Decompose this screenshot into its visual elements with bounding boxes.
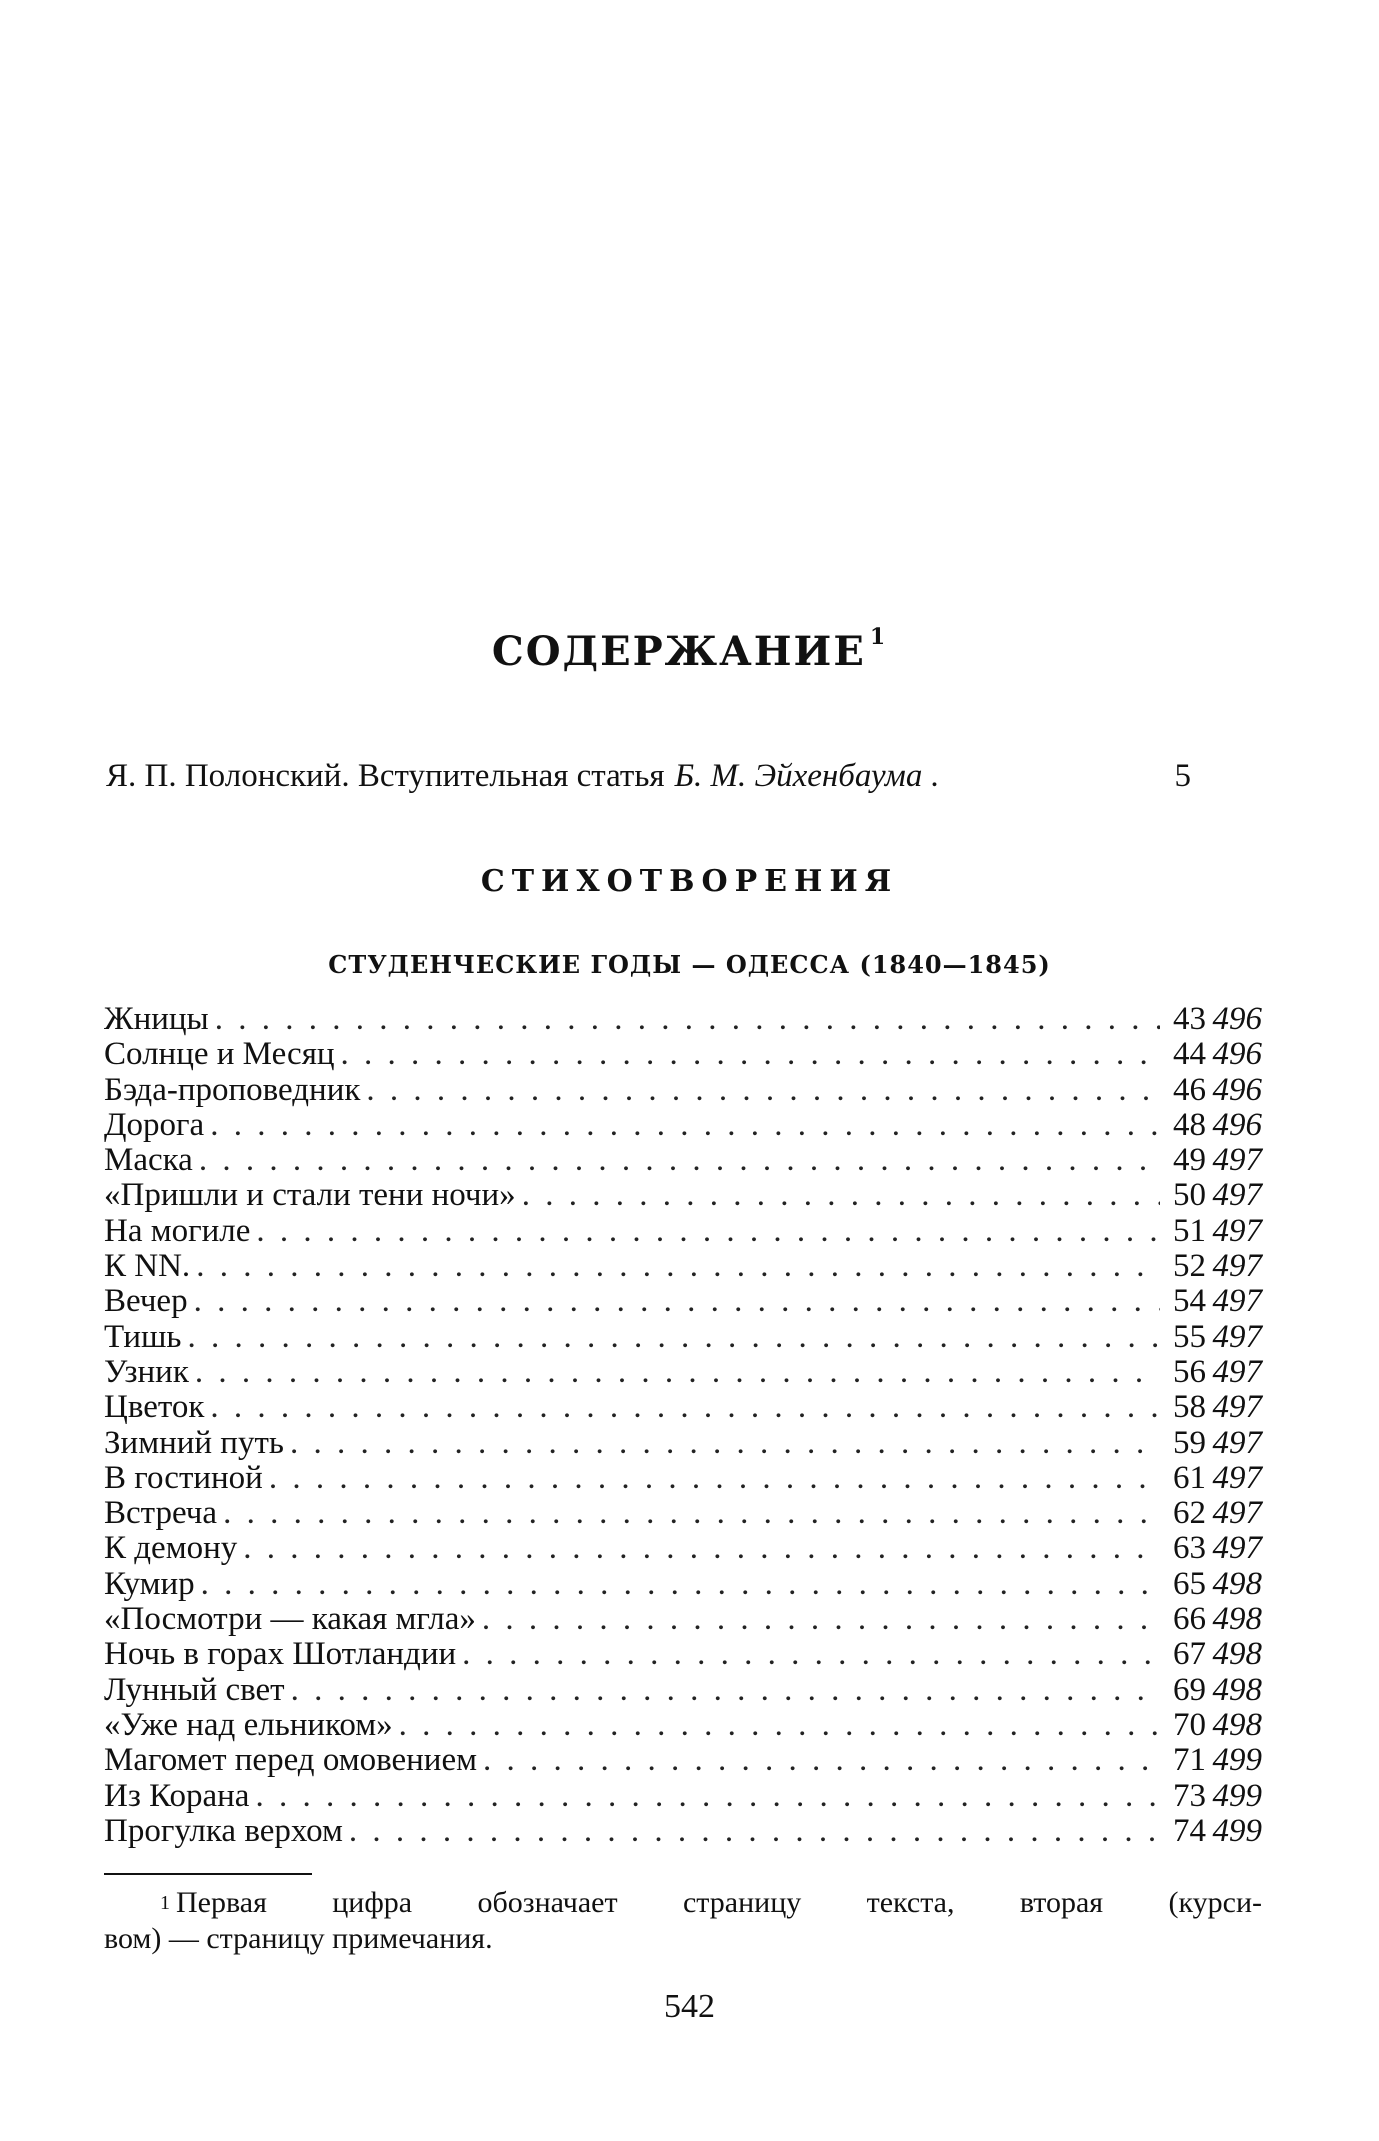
toc-entry-note-page: 499 (1212, 1777, 1262, 1814)
table-of-contents (104, 1002, 1262, 1849)
toc-entry-note-page: 497 (1212, 1389, 1262, 1426)
toc-entry-note-page: 497 (1212, 1248, 1262, 1285)
toc-entry-page: 52 (1173, 1248, 1206, 1285)
toc-entry[interactable] (104, 1779, 1262, 1814)
subsection-heading: СТУДЕНЧЕСКИЕ ГОДЫ — ОДЕССА (1840—1845) (328, 950, 1051, 979)
toc-entry[interactable] (104, 1602, 1262, 1637)
toc-entry-page: 67 (1173, 1636, 1206, 1673)
toc-entry-title: На могиле (104, 1212, 251, 1249)
toc-entry-title: К демону (104, 1530, 238, 1567)
toc-entry[interactable] (104, 1320, 1262, 1355)
toc-dot-leader (243, 1531, 1160, 1566)
toc-entry-title: Лунный свет (104, 1671, 285, 1708)
toc-entry-page: 48 (1173, 1106, 1206, 1143)
toc-entry-note-page: 497 (1212, 1459, 1262, 1496)
toc-entry-page: 70 (1173, 1706, 1206, 1743)
toc-entry[interactable] (104, 1108, 1262, 1143)
toc-entry-title: Дорога (104, 1106, 205, 1143)
footnote-text-1: Первая цифра обозначает страницу текста, вторая (курси- (176, 1886, 1262, 1919)
intro-entry-author: Б. М. Эйхенбаума (674, 758, 923, 794)
toc-entry-page: 54 (1173, 1283, 1206, 1320)
toc-entry[interactable] (104, 1531, 1262, 1566)
toc-entry-page: 62 (1173, 1495, 1206, 1532)
toc-entry[interactable] (104, 1814, 1262, 1849)
toc-entry-title: Солнце и Месяц (104, 1036, 335, 1073)
toc-dot-leader (195, 1355, 1160, 1390)
toc-entry-page: 66 (1173, 1601, 1206, 1638)
toc-dot-leader (201, 1567, 1160, 1602)
toc-entry[interactable] (104, 1461, 1262, 1496)
toc-entry-note-page: 497 (1212, 1283, 1262, 1320)
page-title (0, 624, 1379, 675)
toc-entry[interactable] (104, 1637, 1262, 1672)
toc-dot-leader (462, 1637, 1160, 1672)
intro-entry-page: 5 (1174, 758, 1191, 794)
toc-dot-leader (482, 1602, 1160, 1637)
toc-entry-page: 49 (1173, 1142, 1206, 1179)
toc-entry-page: 63 (1173, 1530, 1206, 1567)
toc-dot-leader (522, 1178, 1160, 1213)
toc-entry-page: 74 (1173, 1812, 1206, 1849)
toc-entry-page: 46 (1173, 1071, 1206, 1108)
toc-entry-note-page: 497 (1212, 1424, 1262, 1461)
toc-dot-leader (210, 1108, 1160, 1143)
page-title-text: СОДЕРЖАНИЕ (491, 628, 866, 675)
toc-entry[interactable] (104, 1355, 1262, 1390)
toc-entry-page: 71 (1173, 1742, 1206, 1779)
toc-entry[interactable] (104, 1284, 1262, 1319)
toc-entry-title: Из Корана (104, 1777, 250, 1814)
toc-entry-title: Магомет перед омовением (104, 1742, 477, 1779)
toc-entry[interactable] (104, 1002, 1262, 1037)
toc-dot-leader (291, 1673, 1160, 1708)
toc-dot-leader (196, 1249, 1160, 1284)
toc-entry[interactable] (104, 1496, 1262, 1531)
toc-dot-leader (269, 1461, 1160, 1496)
toc-entry-title: К NN. (104, 1248, 191, 1285)
toc-entry[interactable] (104, 1426, 1262, 1461)
toc-entry-note-page: 496 (1212, 1071, 1262, 1108)
toc-entry-note-page: 497 (1212, 1212, 1262, 1249)
toc-entry-page: 69 (1173, 1671, 1206, 1708)
toc-entry-note-page: 498 (1212, 1565, 1262, 1602)
toc-dot-leader (366, 1073, 1160, 1108)
toc-dot-leader (210, 1390, 1160, 1425)
toc-dot-leader (194, 1284, 1160, 1319)
toc-entry-title: Встреча (104, 1495, 218, 1532)
toc-entry-note-page: 497 (1212, 1318, 1262, 1355)
toc-entry-title: Вечер (104, 1283, 188, 1320)
toc-entry-note-page: 496 (1212, 1001, 1262, 1037)
toc-dot-leader (256, 1214, 1160, 1249)
toc-entry[interactable] (104, 1390, 1262, 1425)
intro-entry-leader: . (930, 758, 939, 794)
footnote (104, 1885, 1262, 1957)
toc-entry-title: Кумир (104, 1565, 195, 1602)
footnote-line-1 (104, 1885, 1262, 1921)
toc-entry[interactable] (104, 1037, 1262, 1072)
toc-entry-title: Тишь (104, 1318, 182, 1355)
toc-dot-leader (399, 1708, 1160, 1743)
toc-entry[interactable] (104, 1073, 1262, 1108)
toc-dot-leader (290, 1426, 1160, 1461)
toc-dot-leader (215, 1002, 1160, 1037)
toc-entry-note-page: 499 (1212, 1812, 1262, 1849)
toc-entry-page: 51 (1173, 1212, 1206, 1249)
toc-entry-page: 56 (1173, 1353, 1206, 1390)
toc-dot-leader (483, 1743, 1160, 1778)
toc-entry-note-page: 497 (1212, 1177, 1262, 1214)
toc-entry-page: 44 (1173, 1036, 1206, 1073)
toc-dot-leader (255, 1779, 1160, 1814)
toc-entry-title: Ночь в горах Шотландии (104, 1636, 457, 1673)
toc-entry-note-page: 498 (1212, 1706, 1262, 1743)
toc-entry-title: Бэда-проповедник (104, 1071, 361, 1108)
toc-entry[interactable] (104, 1708, 1262, 1743)
intro-entry[interactable] (106, 758, 1191, 795)
toc-entry-page: 61 (1173, 1459, 1206, 1496)
page-number: 542 (664, 1988, 715, 2025)
toc-dot-leader (223, 1496, 1160, 1531)
toc-entry-title: Узник (104, 1353, 189, 1390)
toc-entry-title: «Пришли и стали тени ночи» (104, 1177, 516, 1214)
footnote-marker: 1 (160, 1892, 170, 1914)
footnote-text-2: вом) — страницу примечания. (104, 1922, 493, 1955)
toc-entry-page: 65 (1173, 1565, 1206, 1602)
toc-entry[interactable] (104, 1249, 1262, 1284)
toc-entry-note-page: 496 (1212, 1036, 1262, 1073)
toc-dot-leader (341, 1037, 1160, 1072)
toc-entry-note-page: 498 (1212, 1601, 1262, 1638)
toc-entry[interactable] (104, 1673, 1262, 1708)
intro-entry-text: Я. П. Полонский. Вступительная статья (106, 758, 665, 794)
toc-entry-title: Жницы (104, 1001, 209, 1037)
toc-entry[interactable] (104, 1143, 1262, 1178)
toc-entry-title: Прогулка верхом (104, 1812, 343, 1849)
toc-entry-note-page: 497 (1212, 1142, 1262, 1179)
toc-entry-note-page: 497 (1212, 1495, 1262, 1532)
toc-entry-note-page: 499 (1212, 1742, 1262, 1779)
toc-entry-page: 55 (1173, 1318, 1206, 1355)
toc-entry[interactable] (104, 1214, 1262, 1249)
toc-entry-note-page: 498 (1212, 1636, 1262, 1673)
toc-entry-page: 50 (1173, 1177, 1206, 1214)
toc-entry-title: «Посмотри — какая мгла» (104, 1601, 476, 1638)
section-heading: СТИХОТВОРЕНИЯ (480, 864, 899, 899)
toc-entry-title: Зимний путь (104, 1424, 284, 1461)
toc-entry[interactable] (104, 1567, 1262, 1602)
toc-dot-leader (187, 1320, 1160, 1355)
toc-entry-title: Маска (104, 1142, 193, 1179)
toc-entry-note-page: 497 (1212, 1353, 1262, 1390)
toc-entry-note-page: 497 (1212, 1530, 1262, 1567)
toc-dot-leader (199, 1143, 1160, 1178)
footnote-divider (104, 1873, 312, 1875)
toc-entry-page: 73 (1173, 1777, 1206, 1814)
toc-entry-title: В гостиной (104, 1459, 263, 1496)
toc-entry-note-page: 498 (1212, 1671, 1262, 1708)
title-footnote-marker: 1 (869, 624, 888, 650)
toc-entry-note-page: 496 (1212, 1106, 1262, 1143)
toc-entry[interactable] (104, 1743, 1262, 1778)
toc-entry-page: 43 (1173, 1001, 1206, 1037)
toc-entry-page: 59 (1173, 1424, 1206, 1461)
toc-entry[interactable] (104, 1178, 1262, 1213)
toc-entry-page: 58 (1173, 1389, 1206, 1426)
toc-dot-leader (349, 1814, 1160, 1849)
toc-entry-title: «Уже над ельником» (104, 1706, 393, 1743)
toc-entry-title: Цветок (104, 1389, 205, 1426)
